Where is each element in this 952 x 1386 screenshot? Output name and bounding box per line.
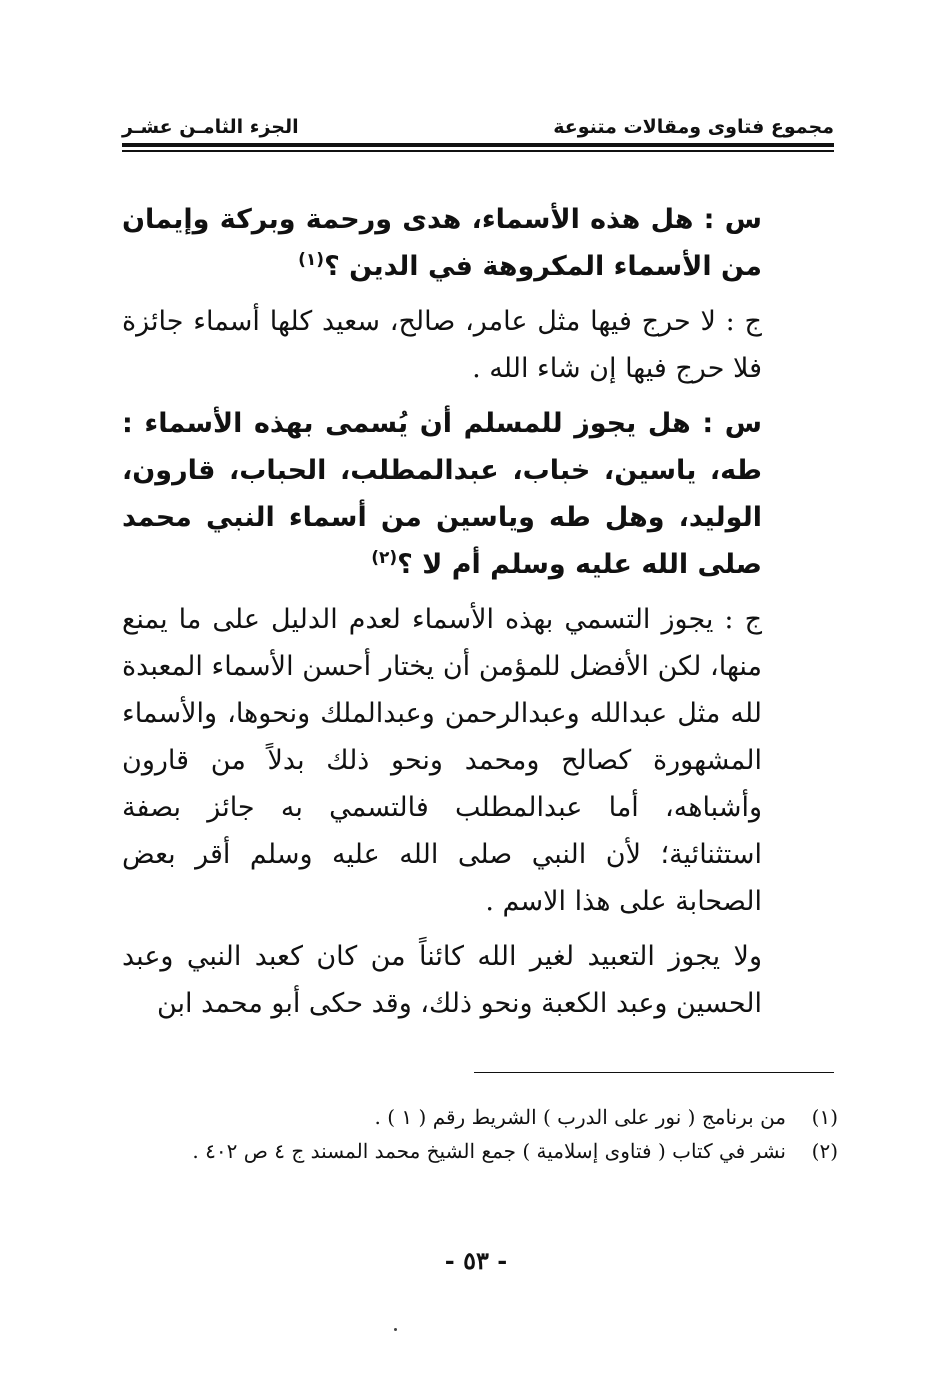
answer-paragraph: ج : يجوز التسمي بهذه الأسماء لعدم الدليل على ما يمنع منها، لكن الأفضل للمؤمن أن يختار أحسن الأسماء المعبدة لله مثل عبدالله وعبدالرحمن وعبدالملك ونحوها، والأسماء المشهورة كصالح ومحمد ونحو ذلك بدلاً من قارون وأشباهه، أما عبدالمطلب فالتسمي به جائز بصفة استثنائية؛ لأن النبي صلى الله عليه وسلم أقر بعض الصحابة على هذا الاسم . bbox=[122, 604, 762, 917]
main-text bbox=[122, 196, 834, 1035]
page-number: - ٥٣ - bbox=[444, 1246, 508, 1275]
footnotes bbox=[122, 1100, 838, 1168]
footnote-text: نشر في كتاب ( فتاوى إسلامية ) جمع الشيخ محمد المسند ج ٤ ص ٤٠٢ . bbox=[192, 1139, 786, 1163]
question-paragraph: س : هل يجوز للمسلم أن يُسمى بهذه الأسماء : طه، ياسين، خباب، عبدالمطلب، الحباب، قارون، الوليد، وهل طه وياسين من أسماء النبي محمد صلى الله عليه وسلم أم لا ؟$^{(٢)}$ bbox=[122, 408, 762, 580]
question-paragraph: س : هل هذه الأسماء، هدى ورحمة وبركة وإيمان من الأسماء المكروهة في الدين ؟$^{(١)}$ bbox=[122, 204, 762, 282]
scan-speck bbox=[394, 1328, 397, 1331]
running-header bbox=[122, 108, 834, 138]
footnote-number: (١) bbox=[811, 1105, 838, 1129]
footnote-separator bbox=[474, 1072, 834, 1073]
footnote-ref: (٢) bbox=[371, 548, 398, 568]
header-rule-thin bbox=[122, 150, 834, 152]
footnote-item bbox=[122, 1134, 838, 1168]
text-paragraph: ولا يجوز التعبيد لغير الله كائناً من كان كعبد النبي وعبد الحسين وعبد الكعبة ونحو ذلك، وقد حكى أبو محمد ابن bbox=[122, 941, 762, 1019]
footnote-item bbox=[122, 1100, 838, 1134]
answer-paragraph: ج : لا حرج فيها مثل عامر، صالح، سعيد كلها أسماء جائزة فلا حرج فيها إن شاء الله . bbox=[122, 306, 762, 384]
header-book-title: مجموع فتاوى ومقالات متنوعة bbox=[553, 116, 834, 138]
footnote-number: (٢) bbox=[811, 1139, 838, 1163]
footnote-text: من برنامج ( نور على الدرب ) الشريط رقم ( ١ ) . bbox=[374, 1105, 786, 1129]
footnote-ref: (١) bbox=[298, 250, 325, 270]
header-volume: الجزء الثامـن عشـر bbox=[122, 116, 299, 138]
header-rule-thick bbox=[122, 143, 834, 147]
